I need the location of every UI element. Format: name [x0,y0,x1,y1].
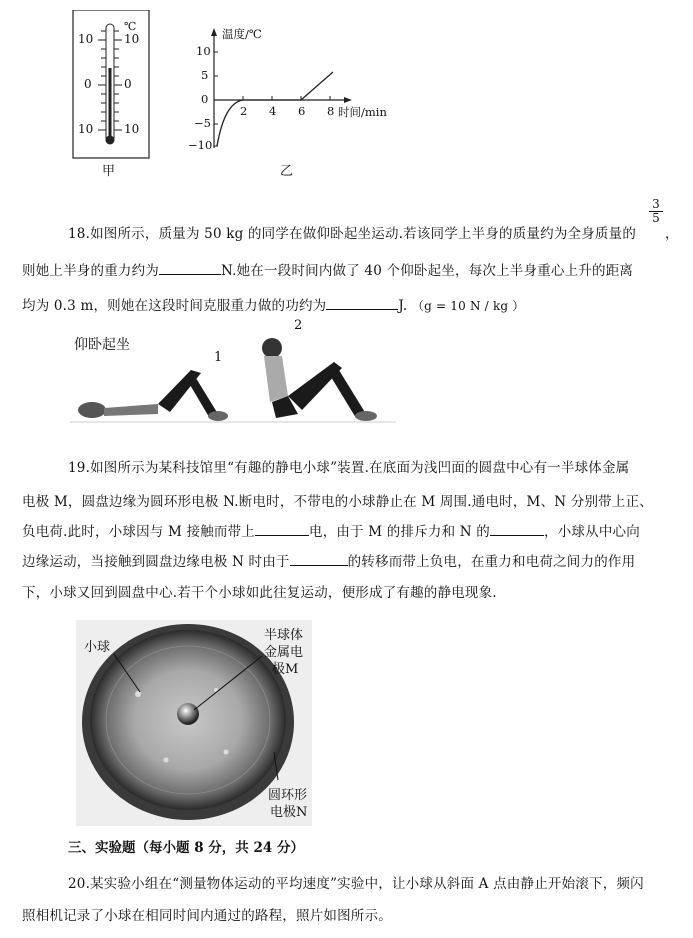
label-electrode-n-2: 电极N [270,805,308,820]
q18-line3-unit: J. [398,298,408,314]
graph-y-tick-neg5: −5 [194,116,211,130]
q18-gravity-constant: （g = 10 N / kg ） [411,299,525,313]
graph-x-tick-8: 8 [327,104,335,118]
q19-line4-rest: 的转移而带上负电，在重力和电荷之间力的作用 [347,554,636,570]
q18-line2-start: 则她上半身的重力约为 [22,263,159,279]
label-electrode-n-1: 圆环形 [268,788,308,803]
q19-line4-start: 边缘运动，当接触到圆盘边缘电极 N 时由于 [22,554,290,570]
fraction-denominator: 5 [652,211,660,225]
label-electrode-m-1: 半球体 [264,628,304,643]
thermometer-right-tick-mid: 0 [124,77,132,91]
label-electrode-m-2: 金属电 [264,645,304,660]
answer-blank-work[interactable] [326,297,398,310]
situp-illustration [66,318,406,430]
graph-y-tick-10: 10 [196,44,211,58]
q20-line2-text: 照相机记录了小球在相同时间内通过的路程，照片如图所示。 [22,908,392,924]
graph-y-tick-neg10: −10 [188,138,213,152]
q19-line5-text: 下，小球又回到圆盘中心.若干个小球如此往复运动，便形成了有趣的静电现象. [22,585,497,601]
graph-x-tick-6: 6 [298,104,306,118]
graph-y-label: 温度/℃ [222,27,262,41]
q19-line4 [22,550,635,570]
situp-label: 仰卧起坐 [74,337,130,353]
graph-x-label: 时间/min [338,105,387,119]
answer-blank-force[interactable] [490,523,544,536]
electrostatic-photo [76,620,312,826]
q18-line1 [68,222,636,242]
q18-line1-end: ， [665,226,679,242]
thermometer-unit: ℃ [124,20,137,33]
q19-line2-text: 电极 M，圆盘边缘为圆环形电极 N.断电时，不带电的小球静止在 M 周围.通电时，M、N 分别带上正、 [22,494,653,510]
q19-line3-mid: 电，由于 M 的排斥力和 N 的 [309,524,491,540]
thermometer-left-tick-bottom: 10 [78,122,94,136]
q20-line2 [22,904,392,924]
q19-line2 [22,490,653,510]
graph-caption: 乙 [280,164,294,179]
q18-fraction [649,198,663,225]
fraction-numerator: 3 [649,198,663,212]
temperature-graph-drawing [188,26,408,158]
q19-line3-start: 负电荷.此时，小球因与 M 接触而带上 [22,524,255,540]
graph-y-tick-5: 5 [201,68,209,82]
q19-line5 [22,581,497,601]
thermometer-right-tick-top: 10 [124,32,140,46]
q20-line1 [68,872,644,892]
label-ball: 小球 [84,640,111,655]
q18-line2 [22,259,633,279]
thermometer-caption: 甲 [102,164,116,179]
temperature-graph [188,26,408,158]
q19-line1-text: 19.如图所示为某科技馆里“有趣的静电小球”装置.在底面为浅凹面的圆盘中心有一半球体金属 [68,460,630,476]
q18-line3 [22,294,525,314]
section-title: 三、实验题（每小题 8 分，共 24 分） [68,840,304,856]
q18-line3-start: 均为 0.3 m，则她在这段时间克服重力做的功约为 [22,298,327,314]
answer-blank-gravity[interactable] [159,262,221,275]
answer-blank-transfer[interactable] [290,553,348,566]
thermometer-figure [72,10,150,160]
graph-x-tick-2: 2 [240,104,248,118]
q19-line3 [22,520,640,540]
q18-line2-rest: N.她在一段时间内做了 40 个仰卧起坐，每次上半身重心上升的距离 [221,263,634,279]
graph-y-tick-0: 0 [201,92,209,106]
thermometer-left-tick-mid: 0 [84,77,92,91]
situp-figure [66,318,406,430]
graph-x-tick-4: 4 [269,104,277,118]
q18-line1-text: 18.如图所示，质量为 50 kg 的同学在做仰卧起坐运动.若该同学上半身的质量约为全身质量的 [68,226,637,242]
position-1-label: 1 [214,350,223,365]
thermometer-left-tick-top: 10 [78,32,94,46]
q19-line3-end: ，小球从中心向 [544,524,640,540]
q20-line1-text: 20.某实验小组在“测量物体运动的平均速度”实验中，让小球从斜面 A 点由静止开始滚下，频闪 [68,876,644,892]
position-2-label: 2 [294,318,303,333]
q19-line1 [68,456,629,476]
answer-blank-charge-type[interactable] [255,523,309,536]
label-electrode-m-3: 极M [272,662,299,677]
thermometer-right-tick-bottom: 10 [124,122,140,136]
